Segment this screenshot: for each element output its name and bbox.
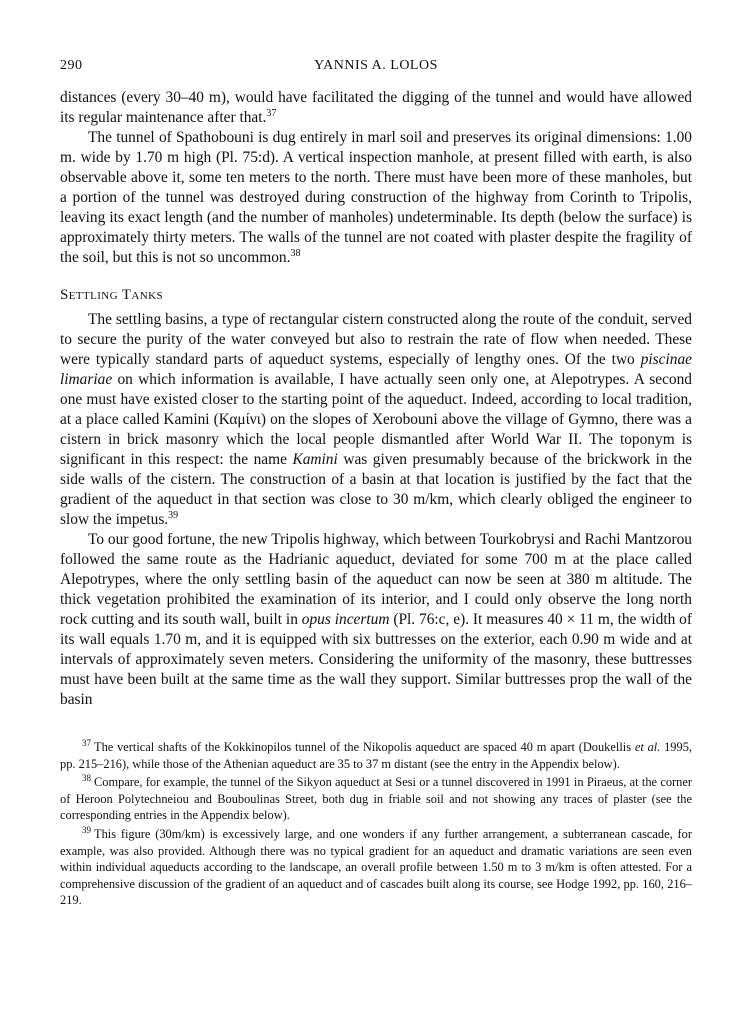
footnote-text: The vertical shafts of the Kokkinopilos tunnel of the Nikopolis aqueduct are spaced 40 m apart (Doukellis [94,740,635,754]
running-head: YANNIS A. LOLOS [314,58,438,73]
paragraph-text: distances (every 30–40 m), would have facilitated the digging of the tunnel and would have allowed its regular maintenance after that. [60,89,692,126]
footnote-number: 39 [82,824,91,835]
footnote-ref[interactable]: 39 [168,509,179,521]
paragraph-continuation [60,88,692,128]
footnote-ref[interactable]: 37 [266,107,277,119]
footnote-39 [60,826,692,909]
body-text [60,88,692,710]
paragraph-text: The settling basins, a type of rectangular cistern constructed along the route of the conduit, served to secure the purity of the water conveyed but also to restrain the rate of flow when needed. These were typically standard parts of aqueduct systems, especially of lengthy ones. Of the two [60,311,692,368]
paragraph-alepotrypes [60,530,692,710]
section-heading: Settling Tanks [60,287,163,303]
paragraph-text: (Pl. 76:c, e). It measures 40 × 11 m, the width of its wall equals 1.70 m, and it is equipped with six buttresses on the exterior, each 0.90 m wide and at intervals of approximately seven meters. Considering the uniformity of the masonry, these buttresses must have been built at the same time as the wall they support. Similar buttresses prop the wall of the basin [60,611,693,708]
footnotes [60,739,692,911]
footnote-text: Compare, for example, the tunnel of the Sikyon aqueduct at Sesi or a tunnel discovered in 1991 in Piraeus, at the corner of Heroon Polytechneiou and Bouboulinas Street, both dug in friable soil and not showing any traces of plaster (see the corresponding entries in the Appendix below). [60,775,692,823]
italic-term: et al. [634,740,661,754]
footnote-text: 1995, pp. 215–216), while those of the Athenian aqueduct are 35 to 37 m distant (see the entry in the Appendix below). [60,740,692,771]
paragraph-text: on which information is available, I have actually seen only one, at Alepotrypes. A second one must have existed closer to the starting point of the aqueduct. Indeed, according to local tradition, at a place called Kamini (Καμίνι) on the slopes of Xerobouni above the village of Gymno, there was a cistern in brick masonry which the local people dismantled after World War II. The toponym is significant in this respect: the name [60,371,692,468]
paragraph-text: The tunnel of Spathobouni is dug entirely in marl soil and preserves its original dimensions: 1.00 m. wide by 1.70 m high (Pl. 75:d). A vertical inspection manhole, at present filled with earth, is also observable above it, some ten meters to the north. There must have been more of these manholes, but a portion of the tunnel was destroyed during construction of the highway from Corinth to Tripolis, leaving its exact length (and the number of manholes) undeterminable. Its depth (below the surface) is approximately thirty meters. The walls of the tunnel are not coated with plaster despite the fragility of the soil, but this is not so uncommon. [60,129,692,266]
italic-term: Kamini [292,451,338,468]
footnote-text: This figure (30m/km) is excessively large, and one wonders if any further arrangement, a subterranean cascade, for example, was also provided. Although there was no typical gradient for an aqueduct and dramatic variations are seen even within individual aqueducts according to the landscape, an overall profile between 1.50 m to 3 m/km is often attested. For a comprehensive discussion of the gradient of an aqueduct and of cascades built along its course, see Hodge 1992, pp. 160, 216–219. [60,826,692,908]
page-header [60,58,692,78]
footnote-38 [60,774,692,824]
footnote-37 [60,739,692,772]
footnote-ref[interactable]: 38 [290,247,301,259]
footnote-number: 38 [82,773,91,784]
footnote-number: 37 [82,737,91,748]
italic-term: opus incertum [301,611,390,628]
paragraph-text: was given presumably because of the brickwork in the side walls of the cistern. The construction of a basin at that location is justified by the fact that the gradient of the aqueduct in that section was close to 30 m/km, which clearly obliged the engineer to slow the impetus. [60,451,692,528]
paragraph-settling-basins [60,310,692,530]
page-number: 290 [60,58,83,73]
italic-term: piscinae limariae [60,351,692,388]
paragraph-text: To our good fortune, the new Tripolis highway, which between Tourkobrysi and Rachi Mantzorou followed the same route as the Hadrianic aqueduct, deviated for some 700 m at the place called Alepotrypes, where the only settling basin of the aqueduct can now be seen at 380 m altitude. The thick vegetation prohibited the examination of its interior, and I could only observe the long north rock cutting and its south wall, built in [60,531,692,628]
paragraph-spathobouni [60,128,692,268]
